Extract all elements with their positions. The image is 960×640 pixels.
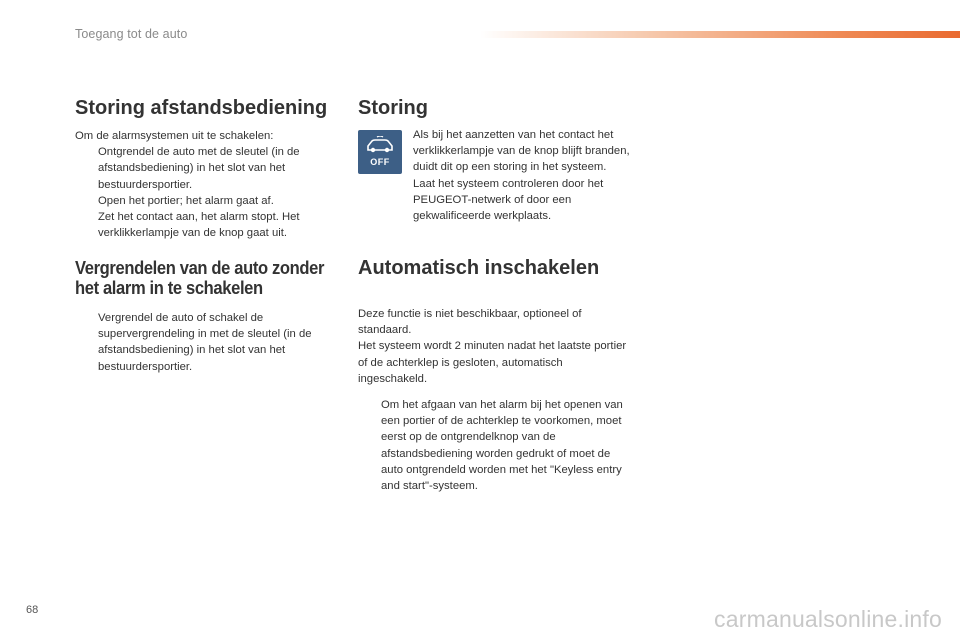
instruction-list [75, 144, 337, 241]
section-title: Storing afstandsbediening [75, 97, 328, 119]
section-intro: Om de alarmsystemen uit te schakelen: [75, 130, 274, 142]
fault-paragraph-2: Laat het systeem controleren door het PEUGEOT-netwerk of door een gekwalificeerde werkplaats. [413, 177, 604, 223]
section-auto-activation [358, 256, 630, 494]
section-lock-without-alarm [75, 258, 340, 375]
section-title-line2: het alarm in te schakelen [75, 278, 263, 298]
fault-text [413, 127, 630, 224]
page-number: 68 [26, 604, 39, 616]
list-item [358, 397, 630, 494]
section-title: Storing [358, 97, 428, 119]
instruction-list [75, 310, 340, 375]
list-item-text: Zet het contact aan, het alarm stopt. Het verklikkerlampje van de knop gaat uit. [98, 211, 300, 240]
list-item-text: Ontgrendel de auto met de sleutel (in de afstandsbediening) in het slot van het bestuurdersportier. [98, 146, 300, 191]
auto-paragraph-1: Deze functie is niet beschikbaar, optioneel of standaard. [358, 308, 582, 337]
instruction-list [358, 397, 630, 494]
list-item [75, 193, 337, 209]
list-item-text: Vergrendel de auto of schakel de supervergrendeling in met de sleutel (in de afstandsbediening) in het slot van het bestuurdersportier. [98, 312, 312, 373]
list-item [75, 310, 340, 375]
header-accent-bar [480, 31, 960, 38]
section-title: Automatisch inschakelen [358, 257, 600, 279]
list-item-text: Om het afgaan van het alarm bij het openen van een portier of de achterklep te voorkomen, moet eerst op de ontgrendelknop van de afstandsbediening worden gedrukt of moet de auto ontgrendeld worden met het "Keyless entry and start"-systeem. [381, 399, 623, 493]
auto-paragraph-2: Het systeem wordt 2 minuten nadat het laatste portier of de achterklep is gesloten, automatisch ingeschakeld. [358, 340, 627, 385]
section-remote-fault [75, 96, 337, 241]
list-item [75, 144, 337, 193]
chapter-title: Toegang tot de auto [75, 27, 188, 41]
list-item-text: Open het portier; het alarm gaat af. [98, 194, 274, 207]
watermark: carmanualsonline.info [714, 606, 942, 632]
car-alarm-icon [364, 136, 396, 154]
fault-block [358, 127, 630, 224]
section-fault [358, 96, 630, 224]
off-label: OFF [370, 157, 390, 167]
list-item [75, 209, 337, 241]
fault-paragraph-1: Als bij het aanzetten van het contact het verklikkerlampje van de knop blijft branden, duidt dit op een storing in het systeem. [413, 129, 630, 174]
section-title-line1: Vergrendelen van de auto zonder [75, 258, 325, 278]
alarm-off-icon [358, 130, 402, 174]
